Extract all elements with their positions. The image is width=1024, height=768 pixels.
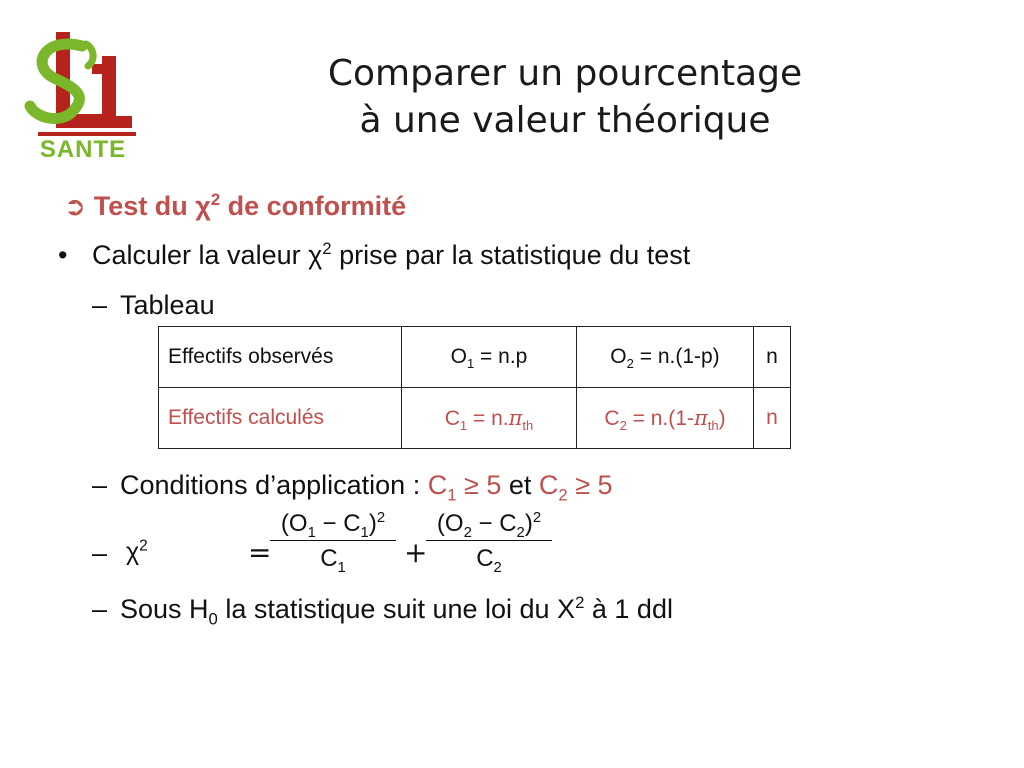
heading-text-2: de conformité bbox=[220, 191, 407, 221]
bullet-calculer bbox=[58, 238, 690, 272]
dash: – bbox=[92, 290, 108, 320]
title-line-2: à une valeur théorique bbox=[359, 100, 771, 141]
section-heading bbox=[64, 189, 406, 223]
bullet-sup: 2 bbox=[322, 239, 332, 258]
fraction-2 bbox=[426, 510, 552, 576]
logo-sante-text: SANTE bbox=[39, 136, 127, 163]
row-label: Effectifs calculés bbox=[159, 388, 402, 449]
fraction-2-numerator: $(O_2 - C_2)^2$ bbox=[426, 510, 552, 541]
arrow-icon: ➲ bbox=[64, 191, 86, 221]
title-line-1: Comparer un pourcentage bbox=[327, 53, 803, 94]
cell-c1: $C_1 = n.\pi_{th}$ bbox=[402, 388, 577, 449]
sub-item-conditions bbox=[92, 468, 613, 505]
fraction-1-numerator: $(O_1 - C_1)^2$ bbox=[270, 510, 396, 541]
table-row bbox=[159, 327, 791, 388]
effectifs-table bbox=[158, 326, 791, 449]
sous-text-2: la statistique suit une loi du X bbox=[217, 594, 576, 624]
condition-c1: $C_1 \ge 5$ bbox=[427, 470, 502, 505]
cell-total: n bbox=[754, 327, 791, 388]
heading-sup: 2 bbox=[210, 190, 221, 209]
sub-item-tableau bbox=[92, 288, 215, 322]
formula-equals: = bbox=[248, 536, 272, 569]
h0-sub: 0 bbox=[208, 609, 218, 629]
heading-text: Test du χ bbox=[93, 191, 211, 221]
chi2-formula bbox=[92, 508, 542, 590]
bullet-text: Calculer la valeur χ bbox=[92, 240, 323, 270]
x2-sup: 2 bbox=[575, 593, 585, 612]
slide-title bbox=[250, 50, 880, 144]
formula-chi: $\chi^2$ bbox=[126, 537, 148, 566]
bullet-text-2: prise par la statistique du test bbox=[331, 240, 691, 270]
sous-text-3: à 1 ddl bbox=[584, 594, 673, 624]
cell-total: n bbox=[754, 388, 791, 449]
fraction-1-denominator: $C_1$ bbox=[320, 545, 346, 576]
formula-plus: + bbox=[404, 536, 428, 569]
cell-o1: $O_1 = n.p$ bbox=[402, 327, 577, 388]
conditions-text: Conditions d’application : bbox=[120, 470, 428, 500]
dash: – bbox=[92, 538, 108, 568]
condition-c2: $C_2 \ge 5$ bbox=[538, 470, 613, 505]
row-label: Effectifs observés bbox=[159, 327, 402, 388]
bullet-dot: • bbox=[58, 240, 68, 270]
fraction-1 bbox=[270, 510, 396, 576]
sous-text-1: Sous H bbox=[120, 594, 209, 624]
table-row bbox=[159, 388, 791, 449]
fraction-2-denominator: $C_2$ bbox=[476, 545, 502, 576]
cell-o2: $O_2 = n.(1-p)$ bbox=[577, 327, 754, 388]
conditions-et: et bbox=[501, 470, 539, 500]
sub-item-sous-h0 bbox=[92, 592, 673, 629]
tableau-text: Tableau bbox=[120, 290, 215, 320]
dash: – bbox=[92, 470, 108, 500]
dash: – bbox=[92, 594, 108, 624]
cell-c2: $C_2 = n.(1-\pi_{th})$ bbox=[577, 388, 754, 449]
